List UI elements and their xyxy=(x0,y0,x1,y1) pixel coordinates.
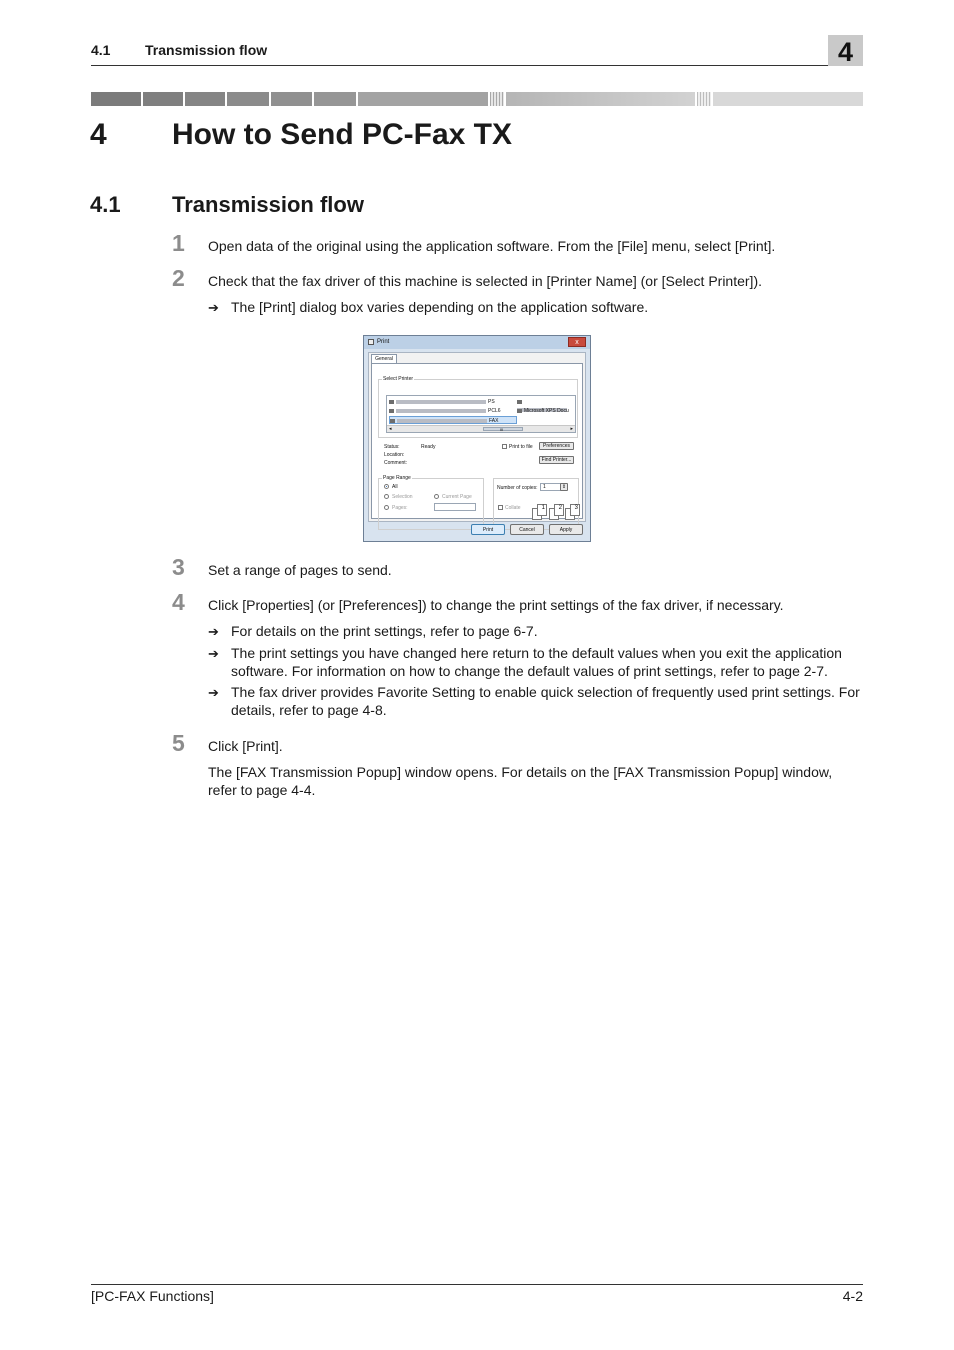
printer-icon xyxy=(390,419,395,423)
bar-segment xyxy=(143,92,183,106)
redacted-name xyxy=(396,400,486,404)
step-text: Check that the fax driver of this machine is selected in [Printer Name] (or [Select Printer]). xyxy=(208,273,762,289)
range-selection-radio[interactable] xyxy=(384,494,389,499)
printer-item-redacted[interactable] xyxy=(517,398,575,406)
collate-page-icon: 1 xyxy=(537,504,547,516)
preferences-button[interactable]: Preferences xyxy=(539,442,574,450)
step-number: 5 xyxy=(172,730,185,756)
bar-segment xyxy=(227,92,269,106)
copies-stepper[interactable]: ⇕ xyxy=(561,484,567,490)
dialog-title: Print xyxy=(377,339,390,345)
page-range-label: Page Range xyxy=(383,475,411,481)
step-number: 1 xyxy=(172,230,185,256)
range-all-radio[interactable] xyxy=(384,484,389,489)
step-text: Set a range of pages to send. xyxy=(208,562,392,578)
bar-segment xyxy=(271,92,313,106)
scroll-left-icon[interactable]: ◂ xyxy=(389,426,392,432)
print-to-file-checkbox[interactable] xyxy=(502,444,507,449)
printer-list-scrollbar[interactable] xyxy=(387,425,575,432)
status-label: Status: xyxy=(384,444,400,450)
header-section-title: Transmission flow xyxy=(145,42,268,58)
running-header xyxy=(91,37,863,67)
bar-segment xyxy=(358,92,488,106)
bar-segment xyxy=(713,92,863,106)
footer-page-number: 4-2 xyxy=(842,1288,863,1304)
arrow-icon: ➔ xyxy=(208,300,219,315)
print-to-file-label: Print to file xyxy=(509,444,533,450)
comment-label: Comment: xyxy=(384,460,408,466)
printer-item-xps[interactable]: Microsoft XPS Docu xyxy=(517,407,569,415)
range-pages-radio[interactable] xyxy=(384,505,389,510)
range-all-label: All xyxy=(392,484,398,490)
bar-segment xyxy=(490,92,504,106)
apply-button[interactable]: Apply xyxy=(549,524,583,535)
step-number: 2 xyxy=(172,265,185,291)
printer-item-ps[interactable]: PS xyxy=(389,398,495,406)
close-button[interactable]: x xyxy=(568,337,586,347)
range-pages-label: Pages: xyxy=(392,505,408,511)
header-section-number: 4.1 xyxy=(91,42,111,58)
printer-icon xyxy=(389,409,394,413)
dialog-titlebar xyxy=(364,336,590,349)
range-selection-label: Selection xyxy=(392,494,413,500)
scroll-thumb[interactable]: III xyxy=(483,427,523,431)
step-text: Click [Print]. xyxy=(208,738,283,754)
collate-page-icon: 3 xyxy=(570,504,580,516)
printer-icon xyxy=(368,339,374,345)
bar-segment xyxy=(506,92,696,106)
printer-icon xyxy=(517,400,522,404)
status-value: Ready xyxy=(421,444,436,450)
arrow-icon: ➔ xyxy=(208,624,219,639)
copies-label: Number of copies: xyxy=(497,485,538,491)
tab-general[interactable]: General xyxy=(371,354,397,364)
range-current-label: Current Page xyxy=(442,494,472,500)
step-number: 4 xyxy=(172,589,185,615)
print-dialog-screenshot xyxy=(363,335,591,542)
section-number: 4.1 xyxy=(90,192,121,217)
bar-segment xyxy=(697,92,711,106)
range-current-radio[interactable] xyxy=(434,494,439,499)
bar-segment xyxy=(185,92,225,106)
arrow-icon: ➔ xyxy=(208,685,219,700)
step-text: Open data of the original using the application software. From the [File] menu, select [Print]. xyxy=(208,238,776,254)
note-text: For details on the print settings, refer to page 6-7. xyxy=(231,623,538,639)
printer-item-fax[interactable]: FAX xyxy=(389,416,517,424)
chapter-title: How to Send PC-Fax TX xyxy=(172,118,513,151)
print-button[interactable]: Print xyxy=(471,524,505,535)
note-text: The print settings you have changed here return to the default values when you exit the application software. For information on how to change the default values of print settings, refer to page 2-7. xyxy=(231,645,842,679)
find-printer-button[interactable]: Find Printer... xyxy=(539,456,574,464)
printer-item-pcl6[interactable]: PCL6 xyxy=(389,407,501,415)
scroll-right-icon[interactable]: ▸ xyxy=(570,426,573,432)
collate-page-icon: 2 xyxy=(554,504,564,516)
note-text: The fax driver provides Favorite Setting to enable quick selection of frequently used print settings. For details, refer to page 4-8. xyxy=(231,684,860,718)
section-title: Transmission flow xyxy=(172,192,364,217)
pages-input[interactable] xyxy=(434,503,476,511)
step-followup-text: The [FAX Transmission Popup] window opens. For details on the [FAX Transmission Popup] window, refer to page 4-4. xyxy=(208,764,833,798)
page-footer xyxy=(91,1284,863,1304)
printer-list[interactable] xyxy=(386,395,576,433)
location-label: Location: xyxy=(384,452,405,458)
printer-icon xyxy=(389,400,394,404)
chapter-number: 4 xyxy=(90,118,107,151)
redacted-name xyxy=(396,409,486,413)
collate-label: Collate xyxy=(505,505,521,511)
dialog-body xyxy=(368,352,586,522)
cancel-button[interactable]: Cancel xyxy=(510,524,544,535)
decorative-bar xyxy=(91,92,863,106)
step-text: Click [Properties] (or [Preferences]) to change the print settings of the fax driver, if necessary. xyxy=(208,597,784,613)
select-printer-label: Select Printer xyxy=(383,376,414,382)
bar-segment xyxy=(91,92,141,106)
collate-checkbox[interactable] xyxy=(498,505,503,510)
general-panel xyxy=(371,363,583,519)
footer-manual-name: [PC-FAX Functions] xyxy=(91,1288,214,1304)
redacted-name xyxy=(397,419,487,423)
printer-icon xyxy=(517,409,522,413)
arrow-icon: ➔ xyxy=(208,646,219,661)
bar-segment xyxy=(314,92,356,106)
step-number: 3 xyxy=(172,554,185,580)
copies-input[interactable]: 1 xyxy=(540,483,562,491)
note-text: The [Print] dialog box varies depending on the application software. xyxy=(231,299,649,315)
chapter-tab: 4 xyxy=(828,35,863,66)
